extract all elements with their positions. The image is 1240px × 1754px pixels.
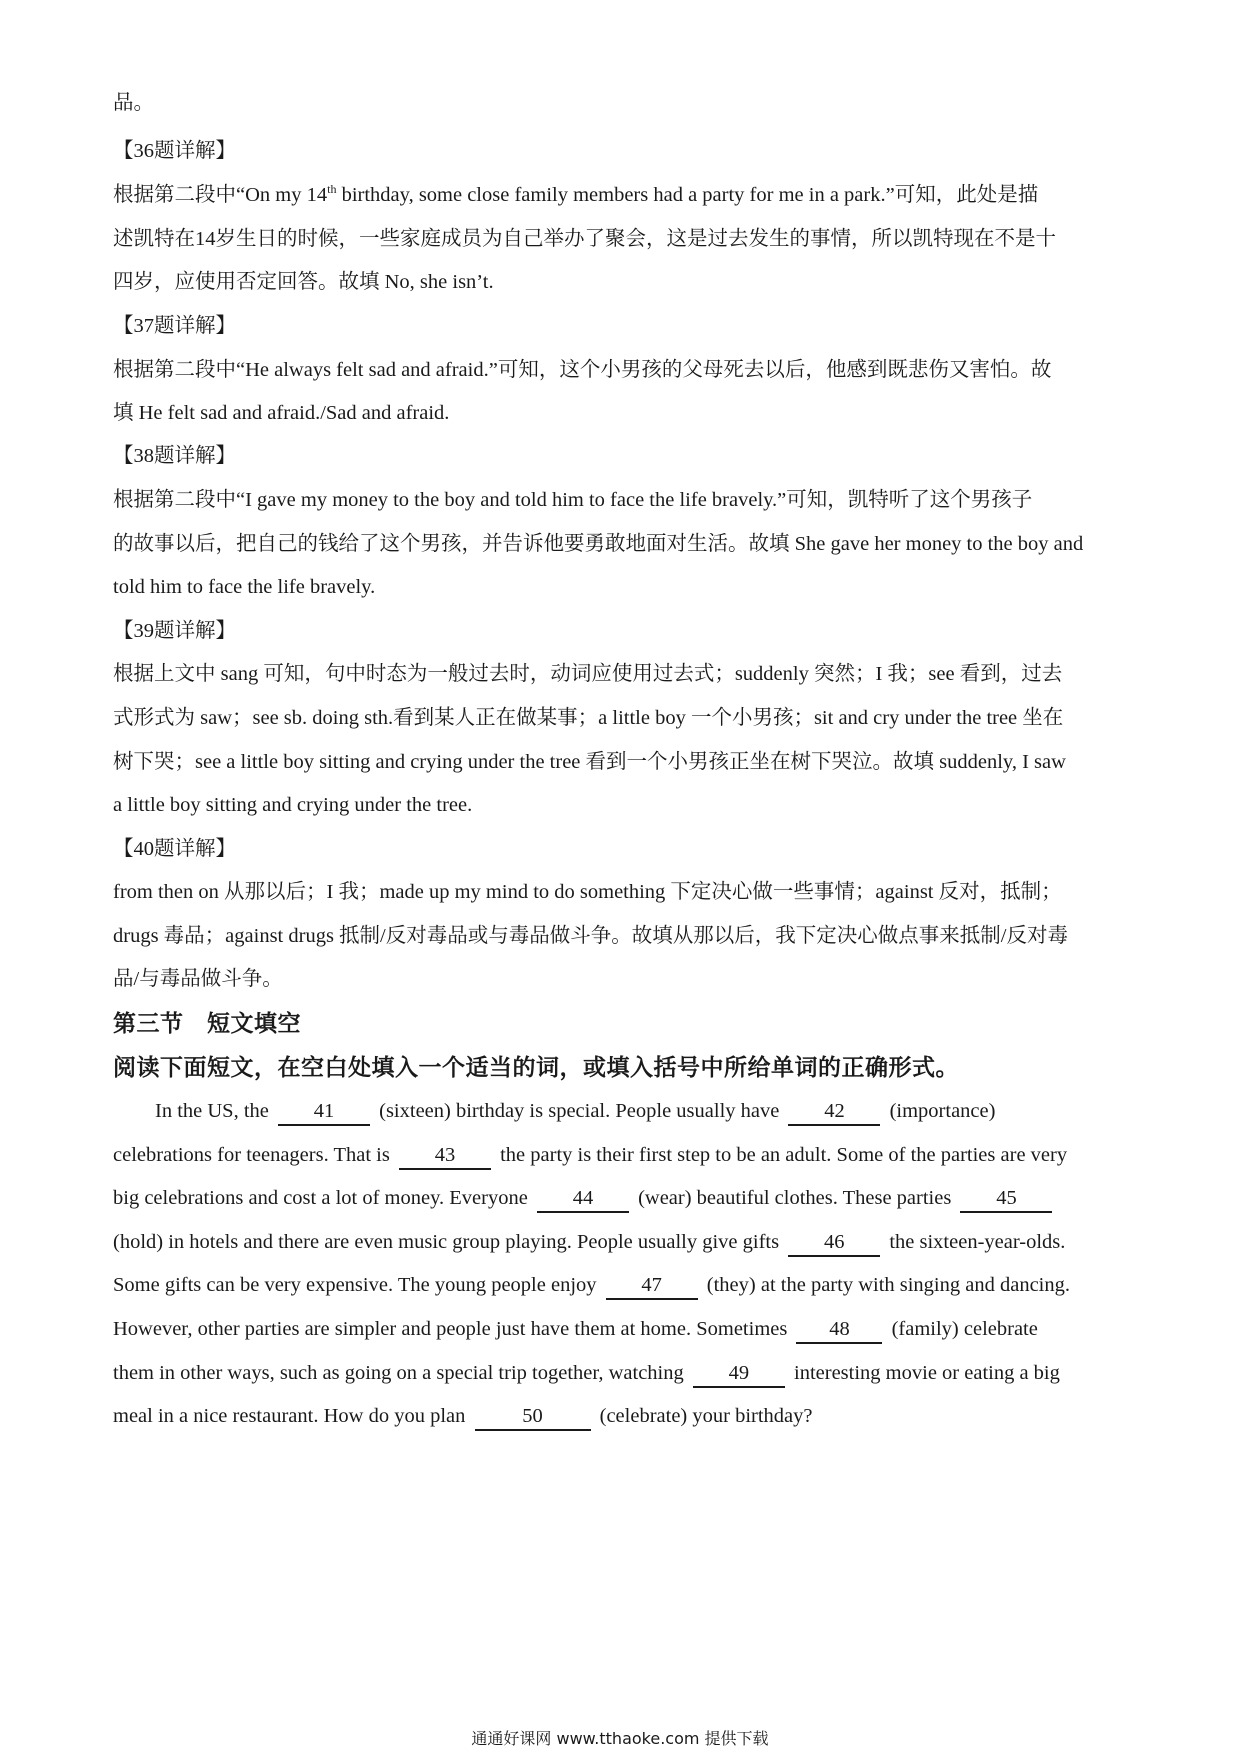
text-span: Some gifts can be very expensive. The young people enjoy xyxy=(113,1274,597,1296)
q37-explanation-line: 根据第二段中“He always felt sad and afraid.”可知，这个小男孩的父母死去以后，他感到既悲伤又害怕。故 xyxy=(113,359,1052,381)
blank-45: 45 xyxy=(960,1185,1052,1213)
q39-explanation-line: 树下哭；see a little boy sitting and crying under the tree 看到一个小男孩正坐在树下哭泣。故填 suddenly, I saw xyxy=(113,751,1066,773)
passage-line xyxy=(113,1314,1133,1344)
text-span: the sixteen-year-olds. xyxy=(889,1231,1066,1253)
blank-49: 49 xyxy=(693,1360,785,1388)
text-span: (importance) xyxy=(889,1100,996,1122)
text-span: the party is their first step to be an adult. Some of the parties are very xyxy=(500,1144,1068,1166)
blank-48: 48 xyxy=(796,1316,882,1344)
text-line: 品。 xyxy=(113,92,154,114)
blank-44: 44 xyxy=(537,1185,629,1213)
text-span: (they) at the party with singing and dancing. xyxy=(706,1274,1070,1296)
q40-explanation-line: drugs 毒品；against drugs 抵制/反对毒品或与毒品做斗争。故填从那以后，我下定决心做点事来抵制/反对毒 xyxy=(113,925,1068,947)
section-title: 第三节 短文填空 xyxy=(113,1011,301,1036)
q38-heading: 【38题详解】 xyxy=(113,445,236,467)
footer-source: 通通好课网 www.tthaoke.com 提供下载 xyxy=(471,1729,769,1748)
blank-50: 50 xyxy=(475,1403,591,1431)
q40-explanation-line: from then on 从那以后；I 我；made up my mind to do something 下定决心做一些事情；against 反对，抵制； xyxy=(113,881,1062,903)
q39-explanation-line: a little boy sitting and crying under the tree. xyxy=(113,794,473,816)
q38-explanation-line: told him to face the life bravely. xyxy=(113,576,376,598)
passage-line xyxy=(113,1183,1133,1213)
text-span: them in other ways, such as going on a special trip together, watching xyxy=(113,1362,684,1384)
q38-explanation-line: 根据第二段中“I gave my money to the boy and told him to face the life bravely.”可知，凯特听了这个男孩子 xyxy=(113,489,1033,511)
q40-explanation-line: 品/与毒品做斗争。 xyxy=(113,968,283,990)
text-span: In the US, the xyxy=(155,1100,269,1122)
text-span: (family) celebrate xyxy=(891,1318,1038,1340)
text-span: interesting movie or eating a big xyxy=(794,1362,1060,1384)
q39-explanation-line: 根据上文中 sang 可知，句中时态为一般过去时，动词应使用过去式；suddenly 突然；I 我；see 看到，过去 xyxy=(113,663,1063,685)
section-instruction: 阅读下面短文，在空白处填入一个适当的词，或填入括号中所给单词的正确形式。 xyxy=(113,1055,959,1080)
text-span: (celebrate) your birthday? xyxy=(599,1405,813,1427)
q38-explanation-line: 的故事以后，把自己的钱给了这个男孩，并告诉他要勇敢地面对生活。故填 She gave her money to the boy and xyxy=(113,533,1084,555)
text-span: meal in a nice restaurant. How do you plan xyxy=(113,1405,466,1427)
text-span: birthday, some close family members had a party for me in a park.”可知，此处是描 xyxy=(336,184,1039,206)
text-span: (hold) in hotels and there are even music group playing. People usually give gifts xyxy=(113,1231,780,1253)
text-span: (wear) beautiful clothes. These parties xyxy=(638,1187,952,1209)
text-span: (sixteen) birthday is special. People usually have xyxy=(379,1100,780,1122)
q36-explanation-line xyxy=(113,180,1133,210)
q36-heading: 【36题详解】 xyxy=(113,140,236,162)
q40-heading: 【40题详解】 xyxy=(113,838,236,860)
q39-heading: 【39题详解】 xyxy=(113,620,236,642)
passage-line xyxy=(113,1270,1133,1300)
blank-42: 42 xyxy=(788,1098,880,1126)
passage-line xyxy=(113,1358,1133,1388)
blank-43: 43 xyxy=(399,1142,491,1170)
q37-explanation-line: 填 He felt sad and afraid./Sad and afraid. xyxy=(113,402,450,424)
passage-line xyxy=(113,1140,1133,1170)
passage-line xyxy=(113,1401,1133,1431)
text-span: However, other parties are simpler and people just have them at home. Sometimes xyxy=(113,1318,788,1340)
passage-line xyxy=(155,1096,1135,1126)
blank-47: 47 xyxy=(606,1272,698,1300)
blank-46: 46 xyxy=(788,1229,880,1257)
q36-explanation-line: 述凯特在14岁生日的时候，一些家庭成员为自己举办了聚会，这是过去发生的事情，所以凯特现在不是十 xyxy=(113,228,1056,250)
text-span: celebrations for teenagers. That is xyxy=(113,1144,390,1166)
text-span: big celebrations and cost a lot of money. Everyone xyxy=(113,1187,528,1209)
blank-41: 41 xyxy=(278,1098,370,1126)
superscript: th xyxy=(327,182,337,197)
passage-line xyxy=(113,1227,1133,1257)
q39-explanation-line: 式形式为 saw；see sb. doing sth.看到某人正在做某事；a little boy 一个小男孩；sit and cry under the tree 坐在 xyxy=(113,707,1064,729)
q36-explanation-line: 四岁，应使用否定回答。故填 No, she isn’t. xyxy=(113,271,494,293)
text-span: 根据第二段中“On my 14 xyxy=(113,184,328,206)
q37-heading: 【37题详解】 xyxy=(113,315,236,337)
